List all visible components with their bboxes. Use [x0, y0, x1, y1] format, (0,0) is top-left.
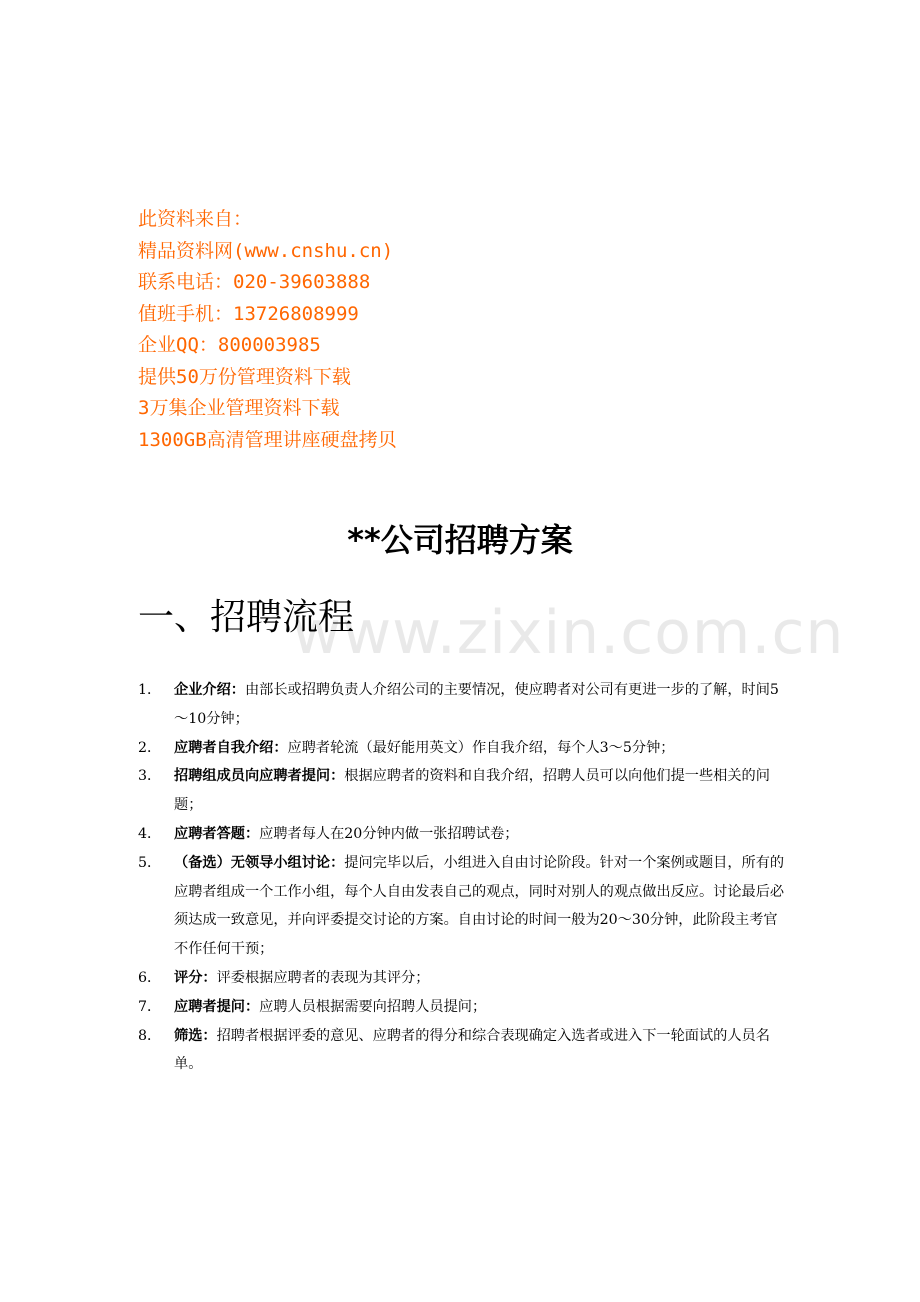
list-item: [138, 762, 788, 820]
item-lead: 企业介绍：: [174, 682, 245, 698]
item-lead: 应聘者答题：: [174, 825, 260, 842]
source-phone-line: 联系电话：020-39603888: [138, 271, 371, 293]
item-text: 应聘者轮流（最好能用英文）作自我介绍，每个人3～5分钟；: [287, 739, 675, 756]
source-line: 此资料来自：: [138, 208, 253, 230]
item-text: 提问完毕以后，小组进入自由讨论阶段。针对一个案例或题目，所有的应聘者组成一个工作小组，每个人自由发表自己的观点，同时对别人的观点做出反应。讨论最后必须达成一致意见，并向评委提交讨论的方案。自由讨论的时间一般为20～30分钟，此阶段主考官不作任何干预；: [174, 854, 785, 958]
source-promo-line-1: 提供50万份管理资料下载: [138, 365, 351, 388]
item-lead: 筛选：: [174, 1027, 217, 1044]
item-lead: （备选）无领导小组讨论：: [174, 854, 345, 871]
list-item: [138, 849, 788, 964]
item-lead: 评分：: [174, 969, 217, 986]
source-promo-line-2: 3万集企业管理资料下载: [138, 397, 340, 419]
source-info-block: [138, 204, 397, 456]
list-item: [138, 820, 788, 849]
list-item: [138, 734, 788, 763]
item-text: 根据应聘者的资料和自我介绍，招聘人员可以向他们提一些相关的问题；: [174, 768, 770, 814]
item-number: 2．: [138, 739, 162, 756]
list-item: [138, 676, 788, 734]
process-list: [138, 676, 788, 1079]
item-text: 应聘人员根据需要向招聘人员提问；: [259, 998, 487, 1015]
item-number: 5．: [138, 854, 162, 871]
list-item: [138, 964, 788, 993]
item-lead: 应聘者提问：: [174, 998, 260, 1015]
item-number: 4．: [138, 825, 162, 842]
item-text: 应聘者每人在20分钟内做一张招聘试卷；: [259, 825, 519, 842]
source-promo-line-3: 1300GB高清管理讲座硬盘拷贝: [138, 428, 397, 451]
item-number: 1．: [138, 682, 162, 698]
source-qq-line: 企业QQ：800003985: [138, 334, 321, 356]
item-lead: 应聘者自我介绍：: [174, 739, 288, 756]
item-number: 7．: [138, 998, 162, 1015]
item-number: 3．: [138, 768, 162, 785]
document-title: **公司招聘方案: [347, 521, 573, 559]
source-site-line: 精品资料网(www.cnshu.cn): [138, 239, 394, 262]
list-item: [138, 1022, 788, 1080]
item-text: 招聘者根据评委的意见、应聘者的得分和综合表现确定入选者或进入下一轮面试的人员名单。: [174, 1027, 770, 1073]
item-text: 由部长或招聘负责人介绍公司的主要情况，使应聘者对公司有更进一步的了解，时间5～10分钟；: [174, 682, 779, 727]
watermark: www.zixin.com.cn: [292, 598, 845, 668]
list-item: [138, 993, 788, 1022]
item-number: 8．: [138, 1027, 162, 1044]
item-lead: 招聘组成员向应聘者提问：: [174, 768, 345, 785]
section-heading: 一、招聘流程: [138, 597, 355, 638]
item-number: 6．: [138, 969, 162, 986]
item-text: 评委根据应聘者的表现为其评分；: [216, 969, 430, 986]
source-mobile-line: 值班手机：13726808999: [138, 302, 359, 325]
